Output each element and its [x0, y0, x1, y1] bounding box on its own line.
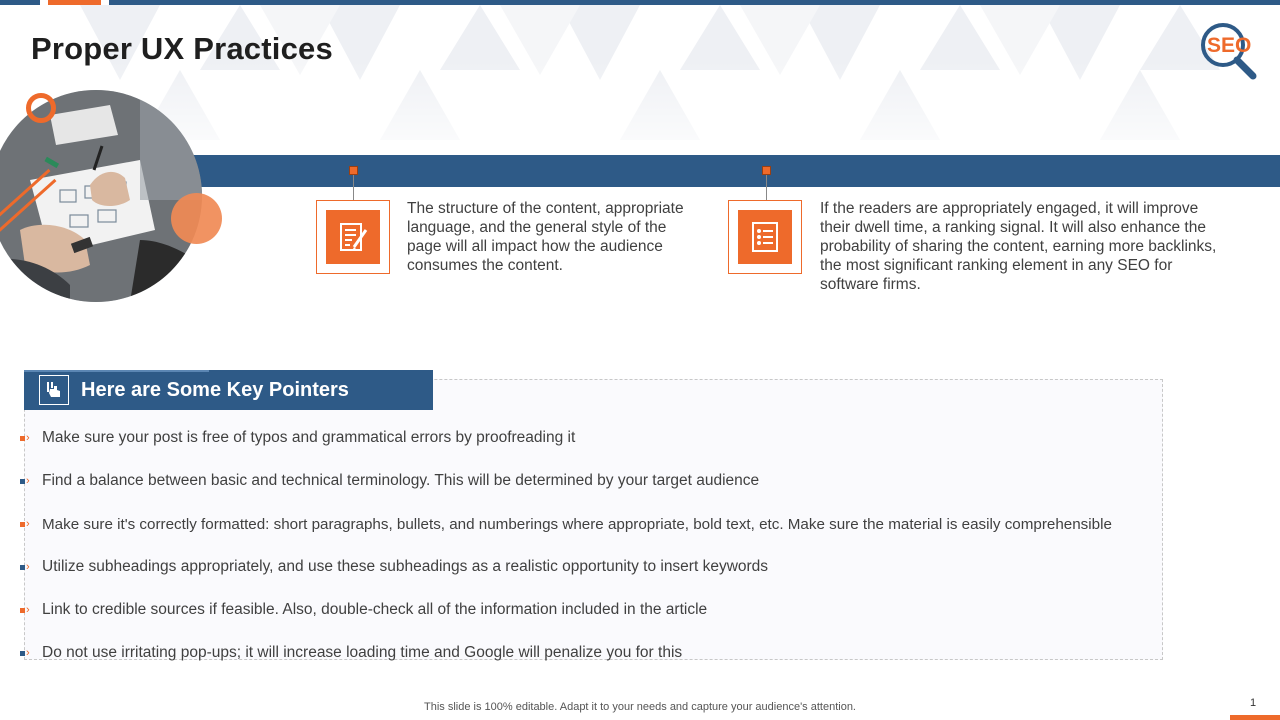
workspace-photo [0, 90, 202, 302]
background-pattern [0, 0, 1280, 170]
pointer-text: Make sure your post is free of typos and grammatical errors by proofreading it [42, 429, 576, 446]
seo-logo-text: SEO [1207, 34, 1252, 57]
info-card-text: The structure of the content, appropriate language, and the general style of the page will all impact how the audience consumes the content. [407, 200, 684, 274]
slide-title: Proper UX Practices [31, 31, 333, 66]
pointer-text: Find a balance between basic and technical terminology. This will be determined by your target audience [42, 472, 760, 489]
pointer-text: Do not use irritating pop-ups; it will increase loading time and Google will penalize you for this [42, 644, 683, 661]
pointer-item [20, 599, 1180, 621]
page-number: 1 [1249, 697, 1257, 709]
top-accent-bar [48, 0, 101, 5]
card-connector-dot [762, 166, 771, 175]
footer-note: This slide is 100% editable. Adapt it to your needs and capture your audience's attention. [424, 701, 856, 713]
card-connector-dot [349, 166, 358, 175]
document-edit-icon [336, 220, 370, 254]
pointer-list-icon [39, 375, 69, 405]
top-border-gap [101, 0, 109, 5]
key-pointers-header [24, 370, 433, 410]
pointer-item [20, 470, 1180, 492]
decorative-circle [171, 193, 222, 244]
page-number-bar [1230, 715, 1280, 720]
pointer-text: Utilize subheadings appropriately, and use these subheadings as a realistic opportunity to insert keywords [42, 558, 769, 575]
key-pointers-heading: Here are Some Key Pointers [81, 378, 349, 401]
chevron-right-icon: › [20, 474, 36, 488]
pointer-text: Make sure it's correctly formatted: short paragraphs, bullets, and numberings where appropriate, bold text, etc. Make sure the material is easily comprehensible [42, 515, 1112, 533]
card-connector [353, 175, 354, 200]
top-border-line [0, 0, 1280, 5]
card-connector [766, 175, 767, 200]
chevron-right-icon: › [20, 603, 36, 617]
pointer-item [20, 642, 1180, 664]
chevron-right-icon: › [20, 431, 36, 445]
info-card-text: If the readers are appropriately engaged, it will improve their dwell time, a ranking signal. It will also enhance the probability of sharing the content, earning more backlinks, the most significant ranking element in any SEO for software firms. [820, 200, 1217, 293]
pointer-text: Link to credible sources if feasible. Also, double-check all of the information included in the article [42, 601, 708, 618]
chevron-right-icon: › [20, 517, 36, 531]
pointer-item [20, 513, 1180, 535]
chevron-right-icon: › [20, 646, 36, 660]
chevron-right-icon: › [20, 560, 36, 574]
info-card-icon-box [728, 200, 802, 274]
pointer-item [20, 556, 1180, 578]
decorative-ring [26, 93, 56, 123]
info-card-icon-box [316, 200, 390, 274]
pointer-item [20, 427, 1180, 449]
header-highlight [24, 370, 209, 372]
seo-magnifier-logo [1198, 20, 1270, 82]
checklist-icon [748, 220, 782, 254]
top-border-gap [40, 0, 48, 5]
